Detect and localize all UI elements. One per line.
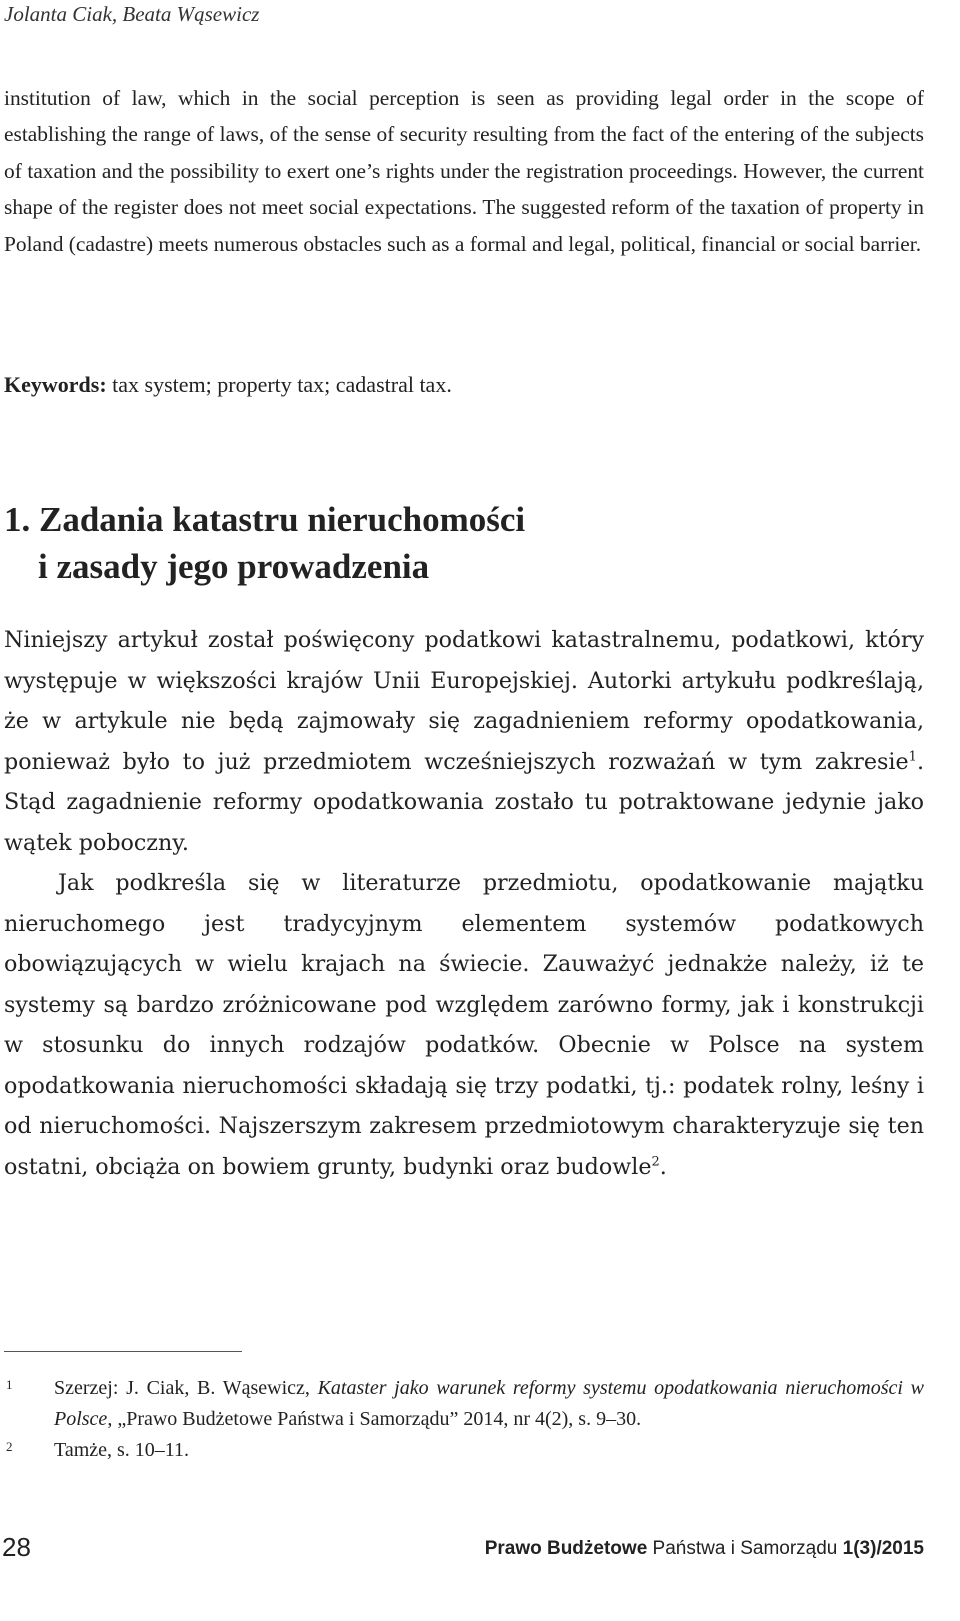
section-heading — [4, 496, 904, 590]
keywords-label: Keywords: — [4, 372, 107, 397]
footnote-divider — [4, 1351, 242, 1352]
footnote-ref-1[interactable]: 1 — [908, 749, 917, 765]
keywords-value: tax system; property tax; cadastral tax. — [112, 372, 452, 397]
page-number: 28 — [2, 1532, 31, 1562]
section-heading-line2: i zasady jego prowadzenia — [38, 547, 430, 586]
journal-issue: 1(3)/2015 — [842, 1538, 924, 1559]
body-paragraph-1-text-a: Niniejszy artykuł został poświęcony podatkowi katastralnemu, podatkowi, który występuje w większości krajów Unii Europejskiej. Autorki artykułu podkreślają, że w artykule nie będą zajmowały się zagadnieniem reformy opodatkowania, ponieważ było to już przedmiotem wcześniejszych rozważań w tym zakresie — [4, 627, 924, 775]
footnote-1-title: Kataster jako warunek reformy systemu opodatkowania nieruchomości w Polsce — [54, 1377, 924, 1430]
body-paragraph-2 — [4, 863, 924, 1187]
page-footer — [0, 1528, 924, 1578]
running-head-authors: Jolanta Ciak, Beata Wąsewicz — [4, 2, 260, 26]
journal-name-light: Państwa i Samorządu — [652, 1538, 838, 1559]
abstract-text: institution of law, which in the social perception is seen as providing legal order in the scope of establishing the range of laws, of the sense of security resulting from the fact of the entering of the subjects of taxation and the possibility to exert one’s rights under the registration proceedings. However, the current shape of the register does not meet social expectations. The suggested reform of the taxation of property in Poland (cadastre) meets numerous obstacles such as a formal and legal, political, financial or social barrier. — [4, 86, 924, 256]
footnote-2 — [4, 1435, 924, 1466]
footnote-2-text: Tamże, s. 10–11. — [54, 1439, 190, 1461]
body-paragraph-1 — [4, 620, 924, 863]
abstract — [4, 80, 924, 262]
footnotes — [4, 1373, 924, 1466]
footnote-1-number: 1 — [6, 1377, 13, 1392]
body-paragraph-1-text-b: . Stąd zagadnienie reformy opodatkowania zostało tu potraktowane jedynie jako wątek poboczny. — [4, 748, 924, 856]
section-heading-line1: 1. Zadania katastru nieruchomości — [4, 500, 526, 539]
journal-name-bold: Prawo Budżetowe — [484, 1538, 648, 1559]
footnote-2-number: 2 — [6, 1439, 13, 1454]
footnote-1 — [4, 1373, 924, 1435]
body-paragraph-2-text-b: . — [659, 1153, 667, 1180]
keywords — [4, 372, 452, 398]
body-text — [4, 620, 924, 1187]
journal-name — [485, 1538, 924, 1560]
body-paragraph-2-text-a: Jak podkreśla się w literaturze przedmiotu, opodatkowanie majątku nieruchomego jest tradycyjnym elementem systemów podatkowych obowiązujących w wielu krajach na świecie. Zauważyć jednakże należy, iż te systemy są bardzo zróżnicowane pod względem zarówno formy, jak i konstrukcji w stosunku do innych rodzajów podatków. Obecnie w Polsce na system opodatkowania nieruchomości składają się trzy podatki, tj.: podatek rolny, leśny i od nieruchomości. Najszerszym zakresem przedmiotowym charakteryzuje się ten ostatni, obciąża on bowiem grunty, budynki oraz budowle — [4, 870, 924, 1180]
footnote-1-pre: Szerzej: J. Ciak, B. Wąsewicz, — [54, 1377, 318, 1399]
footnote-1-post: , „Prawo Budżetowe Państwa i Samorządu” 2014, nr 4(2), s. 9–30. — [107, 1408, 642, 1430]
footnote-ref-2[interactable]: 2 — [651, 1154, 660, 1170]
